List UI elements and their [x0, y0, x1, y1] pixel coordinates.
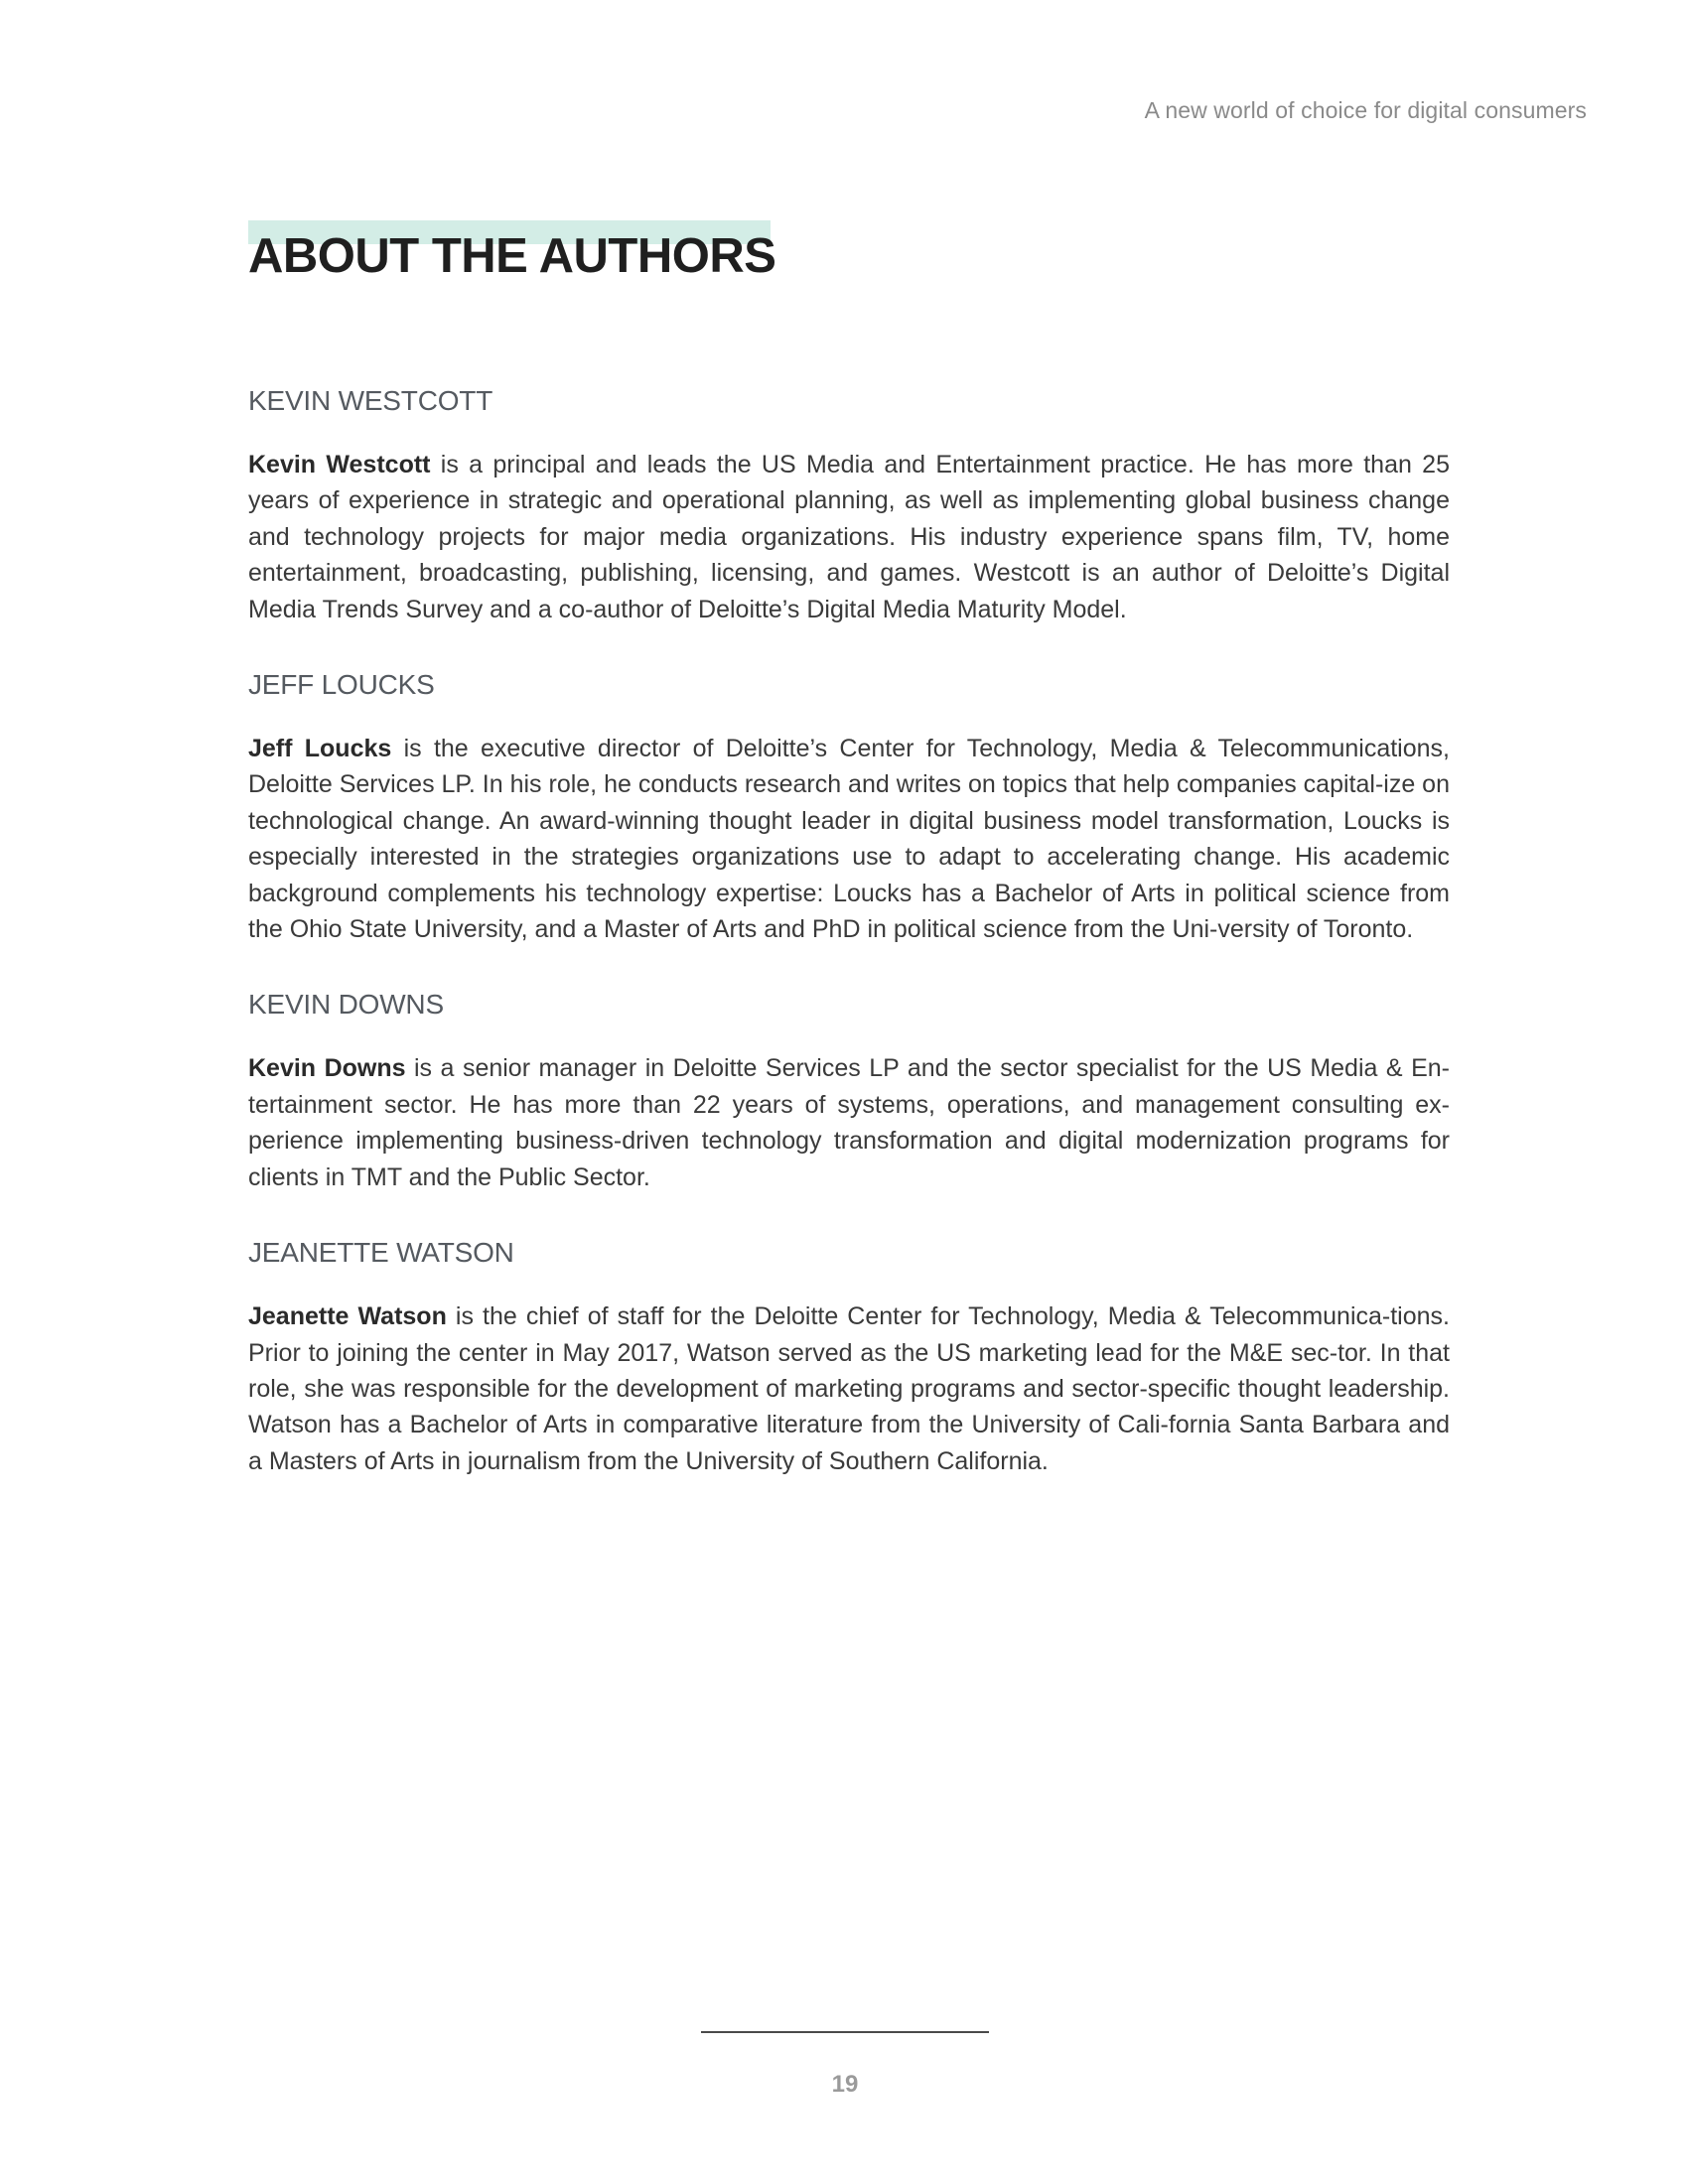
page-title: ABOUT THE AUTHORS [248, 229, 776, 283]
author-bio [248, 1050, 1450, 1195]
author-bold-name: Kevin Downs [248, 1054, 406, 1083]
author-section-jeanette-watson [248, 1237, 1450, 1479]
author-bio-text: is the executive director of Deloitte’s Center for Technology, Media & Telecommunications, Deloitte Services LP. In his role, he conducts research and writes on topics that help companies capital-ize on technological change. An award-winning thought leader in digital business model transformation, Loucks is especially interested in the strategies organizations use to adapt to accelerating change. His academic background complements his technology expertise: Loucks has a Bachelor of Arts in political science from the Ohio State University, and a Master of Arts and PhD in political science from the Uni-versity of Toronto. [248, 735, 1450, 944]
author-bold-name: Kevin Westcott [248, 451, 431, 478]
author-section-jeff-loucks [248, 669, 1450, 947]
page-number: 19 [831, 2071, 859, 2098]
page-title-block [248, 220, 776, 283]
author-heading: KEVIN DOWNS [248, 989, 444, 1021]
author-bio-text: is a principal and leads the US Media and Entertainment practice. He has more than 25 years of experience in strategic and operational planning, as well as implementing global business change and technology projects for major media organizations. His industry experience spans film, TV, home entertainment, broadcasting, publishing, licensing, and games. Westcott is an author of Deloitte’s Digital Media Trends Survey and a co-author of Deloitte’s Digital Media Maturity Model. [248, 451, 1450, 623]
author-bold-name: Jeanette Watson [248, 1302, 447, 1331]
author-bio-text: is a senior manager in Deloitte Services LP and the sector specialist for the US Media & En-tertainment sector. He has more than 22 years of systems, operations, and management consulting ex-perience implementing business-driven technology transformation and digital modernization programs for clients in TMT and the Public Sector. [248, 1054, 1450, 1191]
author-heading: KEVIN WESTCOTT [248, 385, 493, 416]
author-bio [248, 731, 1450, 947]
author-section-kevin-westcott [248, 385, 1450, 627]
author-bio [248, 1298, 1450, 1479]
author-bold-name: Jeff Loucks [248, 735, 392, 763]
author-heading: JEANETTE WATSON [248, 1237, 514, 1269]
authors-content [248, 385, 1450, 1521]
running-header: A new world of choice for digital consumers [1144, 97, 1587, 123]
author-heading: JEFF LOUCKS [248, 669, 435, 701]
author-bio [248, 447, 1450, 627]
footer-divider [701, 2031, 989, 2033]
author-section-kevin-downs [248, 989, 1450, 1195]
author-bio-text: is the chief of staff for the Deloitte Center for Technology, Media & Telecommunica-tions. Prior to joining the center in May 2017, Watson served as the US marketing lead for the M&E sec-tor. In that role, she was responsible for the development of marketing programs and sector-specific thought leadership. Watson has a Bachelor of Arts in comparative literature from the University of Cali-fornia Santa Barbara and a Masters of Arts in journalism from the University of Southern California. [248, 1302, 1450, 1475]
